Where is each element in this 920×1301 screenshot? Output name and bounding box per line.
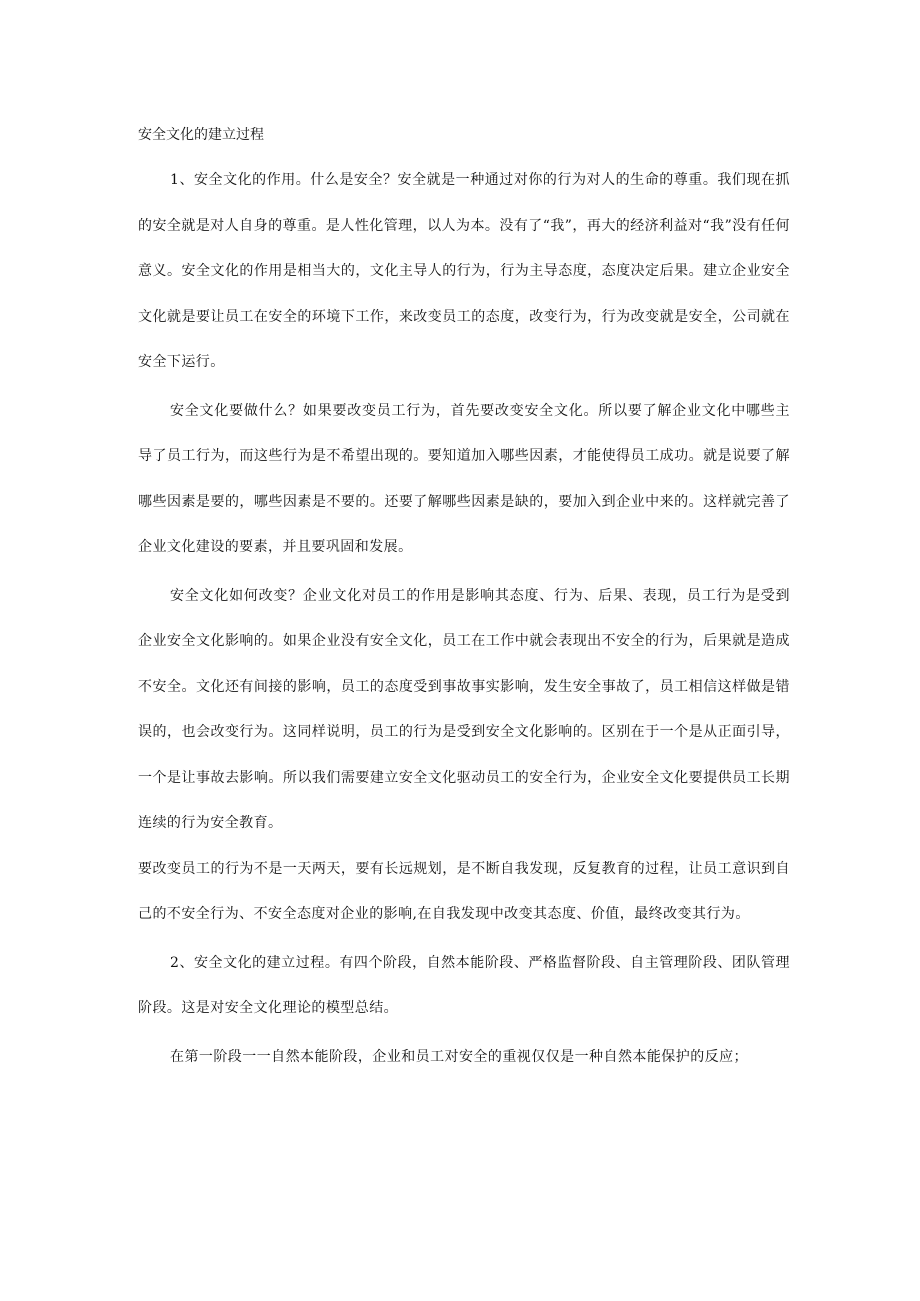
paragraph-establishment-process: 2、安全文化的建立过程。有四个阶段，自然本能阶段、严格监督阶段、自主管理阶段、团队管理阶段。这是对安全文化理论的模型总结。 xyxy=(138,954,790,1016)
paragraph-first-stage: 在第一阶段一一自然本能阶段，企业和员工对安全的重视仅仅是一种自然本能保护的反应； xyxy=(170,1048,748,1065)
document-page xyxy=(138,112,790,1080)
paragraph-role-of-safety-culture: 1、安全文化的作用。什么是安全？安全就是一种通过对你的行为对人的生命的尊重。我们现在抓的安全就是对人自身的尊重。是人性化管理，以人为本。没有了“我”，再大的经济利益对“我”没有任何意义。安全文化的作用是相当大的，文化主导人的行为，行为主导态度，态度决定后果。建立企业安全文化就是要让员工在安全的环境下工作，来改变员工的态度，改变行为，行为改变就是安全，公司就在安全下运行。 xyxy=(138,172,790,370)
document-title: 安全文化的建立过程 xyxy=(138,127,264,143)
paragraph-what-to-do: 安全文化要做什么？如果要改变员工行为，首先要改变安全文化。所以要了解企业文化中哪些主导了员工行为，而这些行为是不希望出现的。要知道加入哪些因素，才能使得员工成功。就是说要了解哪些因素是要的，哪些因素是不要的。还要了解哪些因素是缺的，要加入到企业中来的。这样就完善了企业文化建设的要素，并且要巩固和发展。 xyxy=(138,402,790,555)
paragraph-long-term-change: 要改变员工的行为不是一天两天，要有长远规划，是不断自我发现，反复教育的过程，让员工意识到自己的不安全行为、不安全态度对企业的影响,在自我发现中改变其态度、价值，最终改变其行为。 xyxy=(138,860,790,922)
paragraph-how-to-change: 安全文化如何改变？企业文化对员工的作用是影响其态度、行为、后果、表现，员工行为是受到企业安全文化影响的。如果企业没有安全文化，员工在工作中就会表现出不安全的行为，后果就是造成不安全。文化还有间接的影响，员工的态度受到事故事实影响，发生安全事故了，员工相信这样做是错误的，也会改变行为。这同样说明，员工的行为是受到安全文化影响的。区别在于一个是从正面引导，一个是让事故去影响。所以我们需要建立安全文化驱动员工的安全行为，企业安全文化要提供员工长期连续的行为安全教育。 xyxy=(138,587,790,831)
